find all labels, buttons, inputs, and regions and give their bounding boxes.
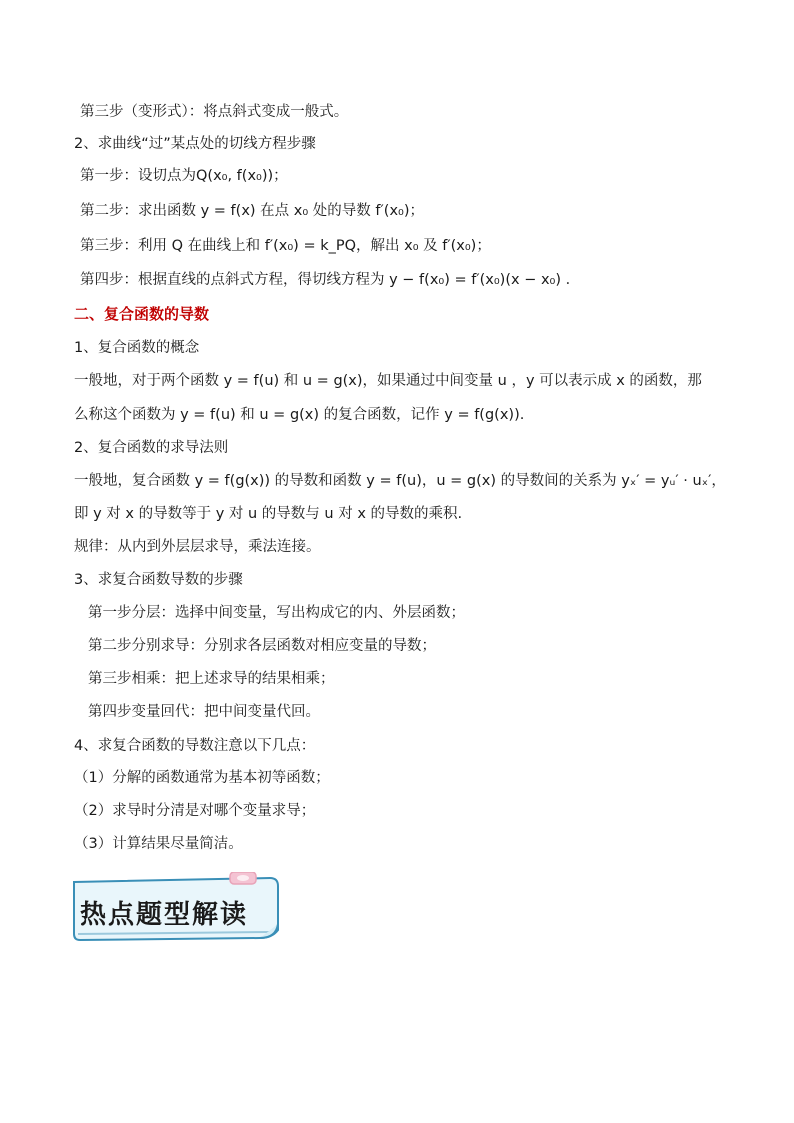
rule-line-1: 一般地，复合函数 y = f(g(x)) 的导数和函数 y = f(u)，u = g(x) 的导数间的关系为 yₓ′ = yᵤ′ · uₓ′， <box>74 473 726 489</box>
notes-title: 4、求复合函数的导数注意以下几点： <box>74 738 316 754</box>
rule-title: 2、复合函数的求导法则 <box>74 440 229 456</box>
step2-derivative: 第二步：求出函数 y = f(x) 在点 x₀ 处的导数 f′(x₀)； <box>80 203 424 219</box>
steps-2: 第二步分别求导：分别求各层函数对相应变量的导数； <box>88 638 436 654</box>
banner-title: 热点题型解读 <box>80 900 249 930</box>
concept-line-2: 么称这个函数为 y = f(u) 和 u = g(x) 的复合函数，记作 y = f(g(x)). <box>74 407 525 423</box>
concept-line-1: 一般地，对于两个函数 y = f(u) 和 u = g(x)，如果通过中间变量 u ，y 可以表示成 x 的函数，那 <box>74 373 702 389</box>
note-2: （2）求导时分清是对哪个变量求导； <box>74 803 316 819</box>
step3-solve: 第三步：利用 Q 在曲线上和 f′(x₀) = k_PQ，解出 x₀ 及 f′(x₀)； <box>80 238 491 254</box>
step1-tangent-point: 第一步：设切点为Q(x₀, f(x₀))； <box>80 168 288 184</box>
steps-3: 第三步相乘：把上述求导的结果相乘； <box>88 671 335 687</box>
rule-pattern: 规律：从内到外层层求导，乘法连接。 <box>74 539 321 555</box>
concept-title: 1、复合函数的概念 <box>74 340 200 356</box>
section-2-title: 2、求曲线“过”某点处的切线方程步骤 <box>74 136 316 152</box>
steps-4: 第四步变量回代：把中间变量代回。 <box>88 704 320 720</box>
steps-title: 3、求复合函数导数的步骤 <box>74 572 243 588</box>
note-3: （3）计算结果尽量简洁。 <box>74 836 243 852</box>
section-heading-composite: 二、复合函数的导数 <box>74 305 210 323</box>
step3-transform: 第三步（变形式）：将点斜式变成一般式。 <box>80 104 349 120</box>
hot-topics-banner <box>70 872 288 944</box>
steps-1: 第一步分层：选择中间变量，写出构成它的内、外层函数； <box>88 605 465 621</box>
note-1: （1）分解的函数通常为基本初等函数； <box>74 770 330 786</box>
rule-line-2: 即 y 对 x 的导数等于 y 对 u 的导数与 u 对 x 的导数的乘积. <box>74 506 463 522</box>
step4-tangent-equation: 第四步：根据直线的点斜式方程，得切线方程为 y − f(x₀) = f′(x₀)(x − x₀) ． <box>80 272 581 288</box>
